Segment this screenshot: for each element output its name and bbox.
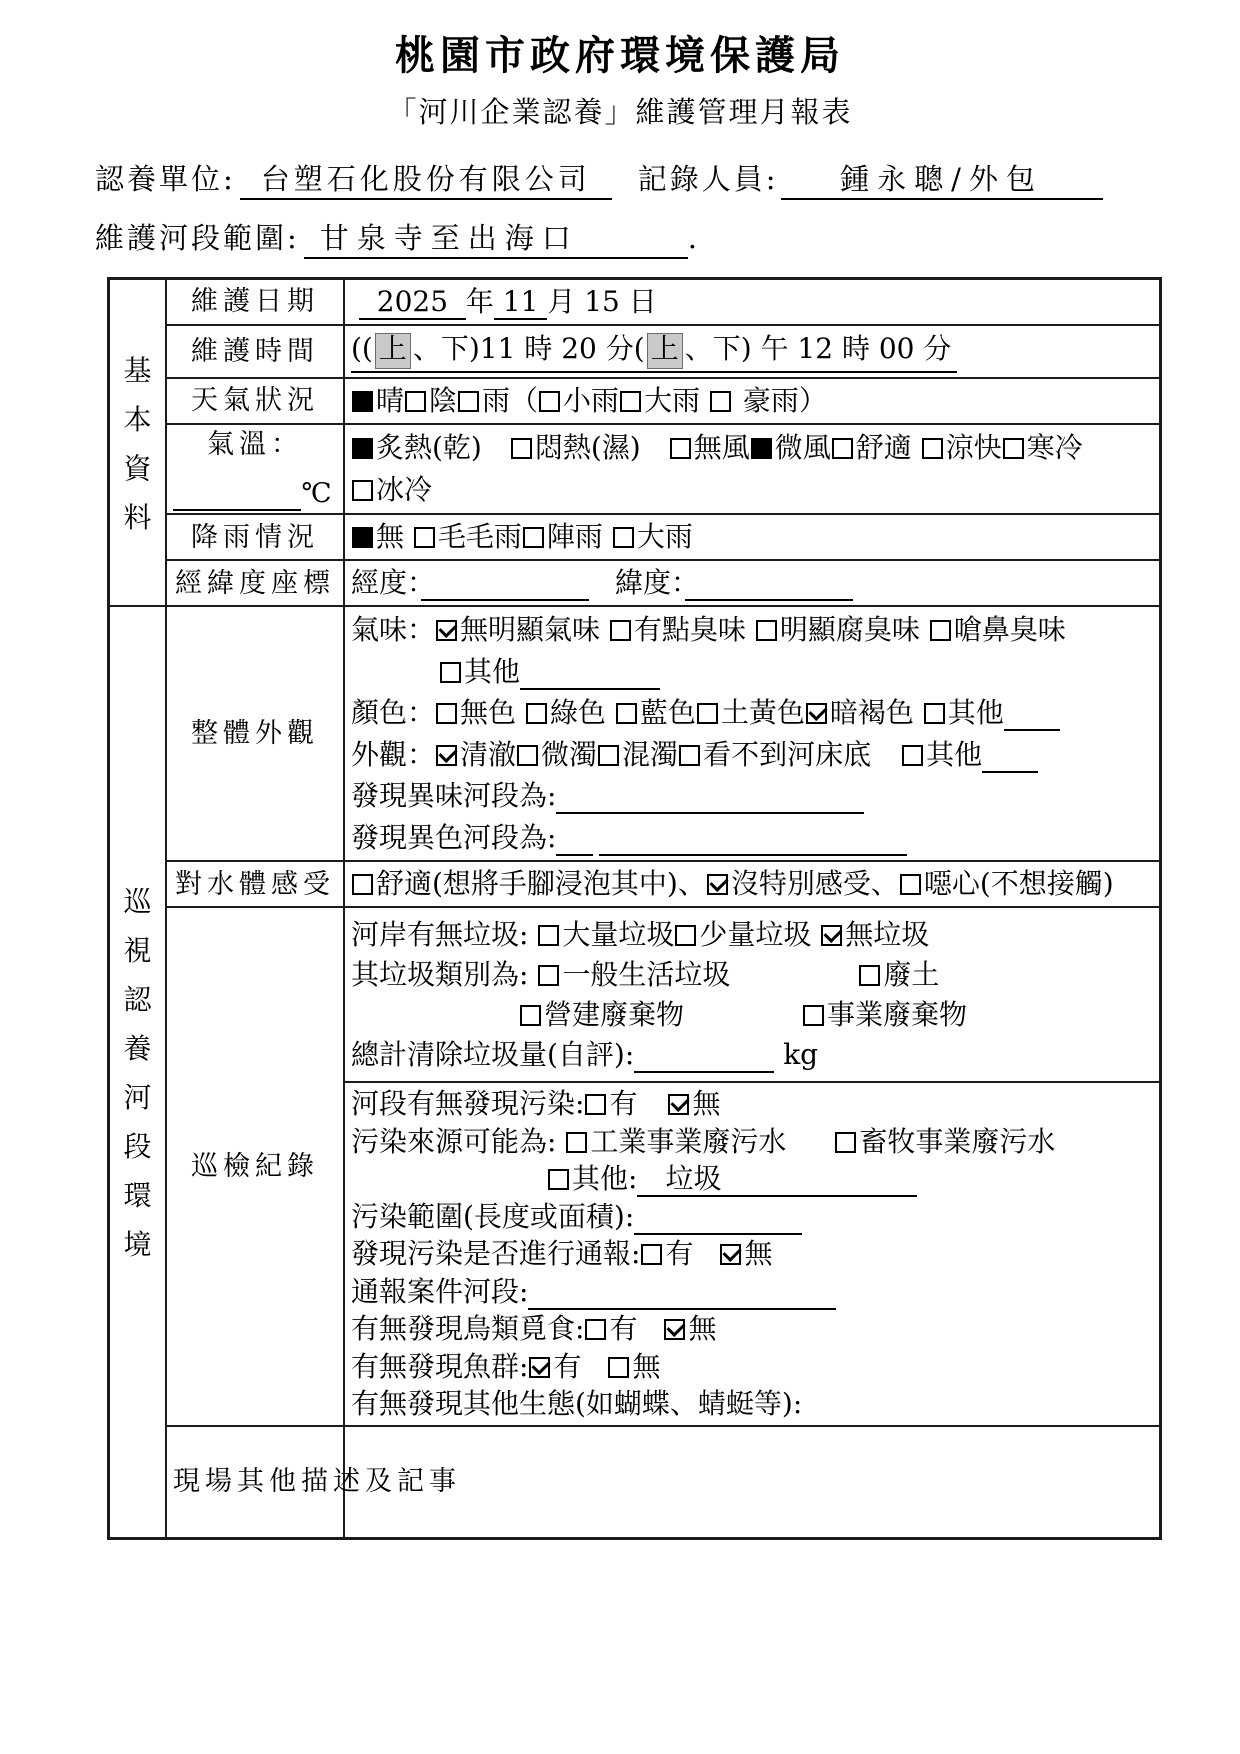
checkbox-empty-icon bbox=[436, 703, 457, 724]
row-content-site-notes bbox=[345, 1427, 1159, 1537]
form-line bbox=[351, 282, 1155, 322]
spacer bbox=[871, 756, 901, 757]
checkbox-empty-icon bbox=[641, 1244, 662, 1265]
spacer bbox=[351, 673, 439, 674]
form-line bbox=[351, 817, 1155, 859]
fill-in-blank bbox=[528, 1275, 836, 1310]
row-label-rainfall bbox=[167, 515, 345, 559]
text-run: 其他 bbox=[947, 696, 1004, 730]
text-run: 維護日期 bbox=[191, 286, 319, 318]
row-content-overall-appearance bbox=[345, 607, 1159, 860]
row-content-rainfall bbox=[345, 515, 1159, 559]
text-run: 事業廢棄物 bbox=[827, 997, 968, 1031]
adopt-unit-value: 台塑石化股份有限公司 bbox=[240, 157, 612, 200]
text-run: 小雨 bbox=[563, 384, 620, 417]
form-line bbox=[351, 651, 1155, 693]
table-row bbox=[167, 280, 1159, 324]
text-run: 廢土 bbox=[883, 957, 940, 991]
spacer bbox=[641, 449, 669, 450]
content-block bbox=[345, 425, 1159, 513]
text-run: 河段有無發現污染: bbox=[351, 1087, 585, 1121]
form-line bbox=[191, 284, 319, 319]
text-run: 污染範圍(長度或面積): bbox=[351, 1199, 635, 1233]
text-run: 綠色 bbox=[549, 696, 615, 730]
table-row bbox=[167, 906, 1159, 1425]
text-run: 有 bbox=[609, 1087, 638, 1121]
checkbox-checked-icon bbox=[720, 1244, 741, 1265]
recorder-value: 鍾永聰/外包 bbox=[781, 157, 1103, 200]
fill-in-blank bbox=[634, 1200, 802, 1235]
text-run: 外觀： bbox=[351, 737, 436, 771]
text-run: 陣雨 bbox=[546, 520, 612, 554]
text-run: 其垃圾類別為: bbox=[351, 957, 538, 991]
text-run: 暗褐色 bbox=[829, 696, 923, 730]
text-run: 有無發現魚群: bbox=[351, 1349, 529, 1383]
form-line bbox=[351, 1235, 1155, 1273]
text-run: 無 bbox=[692, 1087, 721, 1121]
spacer bbox=[581, 1368, 607, 1369]
row-content-patrol-record bbox=[345, 908, 1159, 1425]
row-content-temperature bbox=[345, 425, 1159, 513]
form-line bbox=[351, 469, 1155, 511]
text-run: 月 15 日 bbox=[547, 285, 657, 318]
table-row bbox=[167, 607, 1159, 860]
text-run: 無風 bbox=[693, 431, 750, 464]
text-run: 無 bbox=[632, 1349, 661, 1383]
checkbox-empty-icon bbox=[548, 1169, 569, 1190]
form-line bbox=[351, 517, 1155, 557]
report-table bbox=[107, 277, 1162, 1540]
checkbox-checked-icon bbox=[668, 1094, 689, 1115]
checkbox-empty-icon bbox=[517, 745, 538, 766]
checkbox-empty-icon bbox=[440, 662, 461, 683]
spacer bbox=[684, 1016, 802, 1017]
text-run: 清澈 bbox=[460, 737, 517, 771]
side-label-char: 養 bbox=[123, 1032, 152, 1066]
checkbox-empty-icon bbox=[1003, 438, 1024, 459]
text-run: 晴 bbox=[376, 384, 405, 417]
text-run: 年 bbox=[465, 285, 494, 318]
text-run: 炙熱(乾) bbox=[376, 431, 482, 464]
text-run: 發現異色河段為: bbox=[351, 820, 557, 854]
text-run: 有無發現鳥類覓食: bbox=[351, 1312, 585, 1346]
text-run: 無色 bbox=[460, 696, 525, 730]
form-line bbox=[351, 1348, 1155, 1386]
form-line bbox=[191, 520, 319, 555]
fill-in-blank bbox=[982, 738, 1038, 773]
section-side-label bbox=[110, 607, 167, 1537]
checkbox-empty-icon bbox=[520, 1005, 541, 1026]
checkbox-empty-icon bbox=[585, 1094, 606, 1115]
checkbox-empty-icon bbox=[930, 620, 951, 641]
text-run: ℃ bbox=[301, 478, 337, 510]
checkbox-checked-icon bbox=[664, 1319, 685, 1340]
checkbox-filled-icon bbox=[352, 438, 373, 459]
fill-in-blank: 垃圾 bbox=[637, 1162, 918, 1196]
text-run: 有 bbox=[553, 1349, 582, 1383]
side-label-char: 資 bbox=[123, 452, 152, 486]
form-line bbox=[191, 716, 319, 751]
checkbox-empty-icon bbox=[922, 438, 943, 459]
table-row bbox=[167, 860, 1159, 906]
river-range-value: 甘泉寺至出海口 bbox=[304, 216, 688, 259]
text-run: 微風 bbox=[774, 431, 831, 464]
text-run: 大雨 bbox=[636, 520, 693, 554]
form-line bbox=[175, 566, 335, 601]
checkbox-empty-icon bbox=[566, 1132, 587, 1153]
text-run: 氣溫： bbox=[207, 429, 303, 460]
text-run: 、下)11 時 20 分( bbox=[412, 332, 645, 365]
form-line bbox=[191, 383, 319, 418]
fill-in-blank bbox=[173, 478, 301, 511]
form-line bbox=[351, 427, 1155, 469]
text-run: 大量垃圾 bbox=[562, 917, 675, 951]
checkbox-empty-icon bbox=[523, 527, 544, 548]
text-run: 無明顯氣味 bbox=[460, 613, 609, 647]
checkbox-empty-icon bbox=[710, 391, 731, 412]
text-run: 雨（ bbox=[482, 384, 539, 417]
text-run: 總計清除垃圾量(自評): bbox=[351, 1037, 635, 1071]
fill-in-blank bbox=[556, 779, 864, 814]
table-row bbox=[167, 513, 1159, 559]
text-run: 顏色： bbox=[351, 696, 436, 730]
content-block bbox=[345, 280, 1159, 324]
checkbox-empty-icon bbox=[538, 925, 559, 946]
text-run: 現場其他描述及記事 bbox=[173, 1465, 461, 1497]
spacer bbox=[730, 976, 858, 977]
spacer bbox=[351, 1016, 519, 1017]
table-section bbox=[110, 280, 1159, 605]
form-line bbox=[191, 334, 319, 369]
text-run: 舒適(想將手腳浸泡其中)、 bbox=[376, 867, 706, 901]
field-line-2 bbox=[95, 216, 1240, 259]
text-run: 對水體感受 bbox=[175, 868, 335, 900]
spacer bbox=[351, 1180, 547, 1181]
fill-in-blank bbox=[556, 821, 593, 856]
text-run: (( bbox=[351, 332, 373, 365]
content-block bbox=[345, 379, 1159, 423]
text-run: 無 bbox=[744, 1237, 773, 1271]
section-rows bbox=[167, 607, 1159, 1537]
row-content-water-feeling bbox=[345, 862, 1159, 906]
spacer bbox=[482, 449, 510, 450]
text-run: 沒特別感受、 bbox=[730, 867, 899, 901]
checkbox-empty-icon bbox=[511, 438, 532, 459]
field-line-1 bbox=[95, 157, 1240, 200]
form-line bbox=[351, 1310, 1155, 1348]
table-row bbox=[167, 377, 1159, 423]
text-run: 大雨 bbox=[644, 384, 709, 417]
checkbox-checked-icon bbox=[436, 620, 457, 641]
form-line bbox=[351, 609, 1155, 651]
checkbox-empty-icon bbox=[352, 480, 373, 501]
side-label-char: 視 bbox=[123, 934, 152, 968]
text-run: 有 bbox=[665, 1237, 694, 1271]
text-run: 藍色 bbox=[639, 696, 696, 730]
text-run: 緯度： bbox=[615, 566, 686, 600]
row-label-maintenance-time bbox=[167, 326, 345, 377]
side-label-char: 本 bbox=[123, 403, 152, 437]
section-side-label bbox=[110, 280, 167, 605]
text-run: 畜牧事業廢污水 bbox=[859, 1124, 1056, 1158]
header-fields bbox=[95, 157, 1240, 259]
row-content-maintenance-time bbox=[345, 326, 1159, 377]
form-line bbox=[175, 867, 335, 902]
side-label-char: 基 bbox=[123, 354, 152, 388]
checkbox-empty-icon bbox=[538, 965, 559, 986]
checkbox-empty-icon bbox=[803, 1005, 824, 1026]
text-run: 通報案件河段: bbox=[351, 1274, 529, 1308]
checkbox-empty-icon bbox=[835, 1132, 856, 1153]
table-row bbox=[167, 423, 1159, 513]
checkbox-empty-icon bbox=[670, 438, 691, 459]
checkbox-empty-icon bbox=[414, 527, 435, 548]
checkbox-empty-icon bbox=[526, 703, 547, 724]
adopt-unit-label: 認養單位: bbox=[95, 162, 236, 196]
text-run: 涼快 bbox=[945, 431, 1002, 464]
text-run: kg bbox=[774, 1037, 819, 1071]
form-line bbox=[351, 1035, 1155, 1075]
table-section bbox=[110, 605, 1159, 1537]
side-label-char: 境 bbox=[123, 1228, 152, 1262]
content-block bbox=[345, 1427, 1159, 1537]
row-content-weather bbox=[345, 379, 1159, 423]
text-run: 其他 bbox=[464, 654, 521, 688]
checkbox-empty-icon bbox=[585, 1319, 606, 1340]
content-block bbox=[345, 515, 1159, 559]
form-line bbox=[351, 692, 1155, 734]
text-run: 冰冷 bbox=[376, 473, 433, 506]
text-run: 豪雨） bbox=[733, 384, 827, 417]
row-label-overall-appearance bbox=[167, 607, 345, 860]
row-label-patrol-record bbox=[167, 908, 345, 1425]
checkbox-checked-icon bbox=[436, 745, 457, 766]
text-run: 維護時間 bbox=[191, 335, 319, 367]
checkbox-filled-icon bbox=[751, 438, 772, 459]
text-run: 噁心(不想接觸) bbox=[923, 867, 1114, 901]
text-run: 河岸有無垃圾: bbox=[351, 917, 538, 951]
form-line bbox=[351, 563, 1155, 603]
checkbox-checked-icon bbox=[707, 874, 728, 895]
spacer bbox=[786, 1143, 834, 1144]
form-line bbox=[173, 476, 336, 511]
checkbox-empty-icon bbox=[610, 620, 631, 641]
text-run: 整體外觀 bbox=[191, 718, 319, 750]
form-line bbox=[351, 1273, 1155, 1311]
text-run: 少量垃圾 bbox=[699, 917, 821, 951]
text-run: 、下) 午 12 時 00 分 bbox=[684, 332, 952, 365]
row-content-maintenance-date bbox=[345, 280, 1159, 324]
form-line bbox=[351, 995, 1155, 1035]
fill-in-blank bbox=[520, 655, 660, 690]
row-label-site-notes bbox=[167, 1427, 461, 1537]
checkbox-checked-icon bbox=[821, 925, 842, 946]
text-run: 無 bbox=[376, 520, 413, 554]
checkbox-empty-icon bbox=[900, 874, 921, 895]
text-run: 其他: bbox=[572, 1162, 638, 1196]
text-run: 嗆鼻臭味 bbox=[953, 613, 1066, 647]
checkbox-filled-icon bbox=[352, 391, 373, 412]
highlight-box: 上 bbox=[375, 333, 411, 369]
row-label-weather bbox=[167, 379, 345, 423]
form-line bbox=[207, 427, 303, 462]
side-label-char: 料 bbox=[123, 501, 152, 535]
checkbox-empty-icon bbox=[697, 703, 718, 724]
text-run: 其他 bbox=[926, 737, 983, 771]
text-run: 毛毛雨 bbox=[437, 520, 522, 554]
form-line bbox=[351, 775, 1155, 817]
checkbox-empty-icon bbox=[620, 391, 641, 412]
checkbox-empty-icon bbox=[613, 527, 634, 548]
fill-in-blank bbox=[421, 566, 589, 601]
checkbox-empty-icon bbox=[608, 1357, 629, 1378]
table-row bbox=[167, 559, 1159, 605]
underlined-group bbox=[351, 329, 957, 373]
text-run: 無垃圾 bbox=[845, 917, 930, 951]
table-row bbox=[167, 1425, 1159, 1537]
text-run: 寒冷 bbox=[1026, 431, 1083, 464]
fill-in-blank bbox=[634, 1038, 774, 1073]
spacer bbox=[351, 303, 359, 304]
fill-in-blank bbox=[685, 566, 853, 601]
form-line bbox=[351, 864, 1155, 904]
text-run: 陰 bbox=[429, 384, 458, 417]
checkbox-empty-icon bbox=[924, 703, 945, 724]
text-run: 悶熱(濕) bbox=[534, 431, 641, 464]
checkbox-empty-icon bbox=[859, 965, 880, 986]
checkbox-empty-icon bbox=[902, 745, 923, 766]
text-run: 明顯腐臭味 bbox=[779, 613, 929, 647]
fill-in-blank bbox=[1004, 696, 1060, 731]
spacer bbox=[693, 1255, 719, 1256]
form-line bbox=[351, 915, 1155, 955]
form-line bbox=[191, 1149, 319, 1184]
text-run: 工業事業廢污水 bbox=[590, 1124, 787, 1158]
checkbox-checked-icon bbox=[529, 1357, 550, 1378]
checkbox-empty-icon bbox=[598, 745, 619, 766]
content-block bbox=[345, 908, 1159, 1081]
checkbox-empty-icon bbox=[539, 391, 560, 412]
section-rows bbox=[167, 280, 1159, 605]
checkbox-empty-icon bbox=[675, 925, 696, 946]
row-content-coordinates bbox=[345, 561, 1159, 605]
form-line bbox=[351, 955, 1155, 995]
page-subtitle: 「河川企業認養」維護管理月報表 bbox=[387, 95, 853, 129]
text-run: 發現異味河段為: bbox=[351, 779, 557, 813]
form-line bbox=[351, 1123, 1155, 1161]
text-run: 一般生活垃圾 bbox=[562, 957, 731, 991]
form-line bbox=[351, 734, 1155, 776]
text-run: 有點臭味 bbox=[633, 613, 755, 647]
fill-in-blank: 11 bbox=[493, 285, 548, 318]
side-label-char: 認 bbox=[123, 983, 152, 1017]
side-label-char: 巡 bbox=[123, 885, 152, 919]
side-label-char: 段 bbox=[123, 1130, 152, 1164]
text-run: 污染來源可能為: bbox=[351, 1124, 566, 1158]
text-run: 土黃色 bbox=[720, 696, 805, 730]
text-run: 營建廢棄物 bbox=[544, 997, 685, 1031]
text-run: 看不到河床底 bbox=[703, 737, 872, 771]
text-run: 經度： bbox=[351, 566, 422, 600]
spacer bbox=[637, 1330, 663, 1331]
text-run: 微濁 bbox=[541, 737, 598, 771]
checkbox-empty-icon bbox=[352, 874, 373, 895]
text-run: 發現污染是否進行通報: bbox=[351, 1237, 641, 1271]
text-run: 巡檢紀錄 bbox=[191, 1150, 319, 1182]
content-block bbox=[345, 326, 1159, 377]
form-line bbox=[351, 1385, 1155, 1423]
row-label-temperature bbox=[167, 425, 345, 513]
row-label-coordinates bbox=[167, 561, 345, 605]
text-run: 混濁 bbox=[622, 737, 679, 771]
checkbox-empty-icon bbox=[405, 391, 426, 412]
form-line bbox=[351, 1085, 1155, 1123]
text-run: 有 bbox=[609, 1312, 638, 1346]
recorder-label: 記錄人員: bbox=[637, 162, 779, 196]
highlight-box: 上 bbox=[647, 333, 683, 369]
checkbox-filled-icon bbox=[352, 527, 373, 548]
river-range-suffix: . bbox=[687, 221, 697, 255]
fill-in-blank: 2025 bbox=[359, 285, 466, 318]
row-label-maintenance-date bbox=[167, 280, 345, 324]
table-row bbox=[167, 324, 1159, 377]
side-label-char: 河 bbox=[123, 1081, 152, 1115]
side-label-char: 環 bbox=[123, 1179, 152, 1213]
content-block bbox=[345, 607, 1159, 860]
form-line bbox=[351, 381, 1155, 421]
form-line bbox=[351, 329, 1155, 373]
content-block bbox=[345, 862, 1159, 906]
spacer bbox=[637, 1105, 667, 1106]
checkbox-empty-icon bbox=[458, 391, 479, 412]
checkbox-checked-icon bbox=[806, 703, 827, 724]
spacer bbox=[589, 584, 615, 585]
text-run: 天氣狀況 bbox=[191, 385, 319, 417]
text-run: 降雨情況 bbox=[191, 521, 319, 553]
content-block bbox=[345, 561, 1159, 605]
text-run: 舒適 bbox=[855, 431, 921, 464]
page-title: 桃園市政府環境保護局 bbox=[395, 32, 845, 79]
form-line bbox=[351, 1198, 1155, 1236]
fill-in-blank bbox=[599, 821, 907, 856]
checkbox-empty-icon bbox=[679, 745, 700, 766]
text-run: 有無發現其他生態(如蝴蝶、蜻蜓等): bbox=[351, 1387, 803, 1421]
text-run: 無 bbox=[688, 1312, 717, 1346]
text-run: 經緯度座標 bbox=[175, 567, 335, 599]
content-block bbox=[345, 1081, 1159, 1425]
text-run: 氣味： bbox=[351, 613, 436, 647]
row-label-water-feeling bbox=[167, 862, 345, 906]
checkbox-empty-icon bbox=[616, 703, 637, 724]
checkbox-empty-icon bbox=[832, 438, 853, 459]
checkbox-empty-icon bbox=[756, 620, 777, 641]
river-range-label: 維護河段範圍: bbox=[95, 221, 300, 255]
form-line bbox=[351, 1160, 1155, 1198]
